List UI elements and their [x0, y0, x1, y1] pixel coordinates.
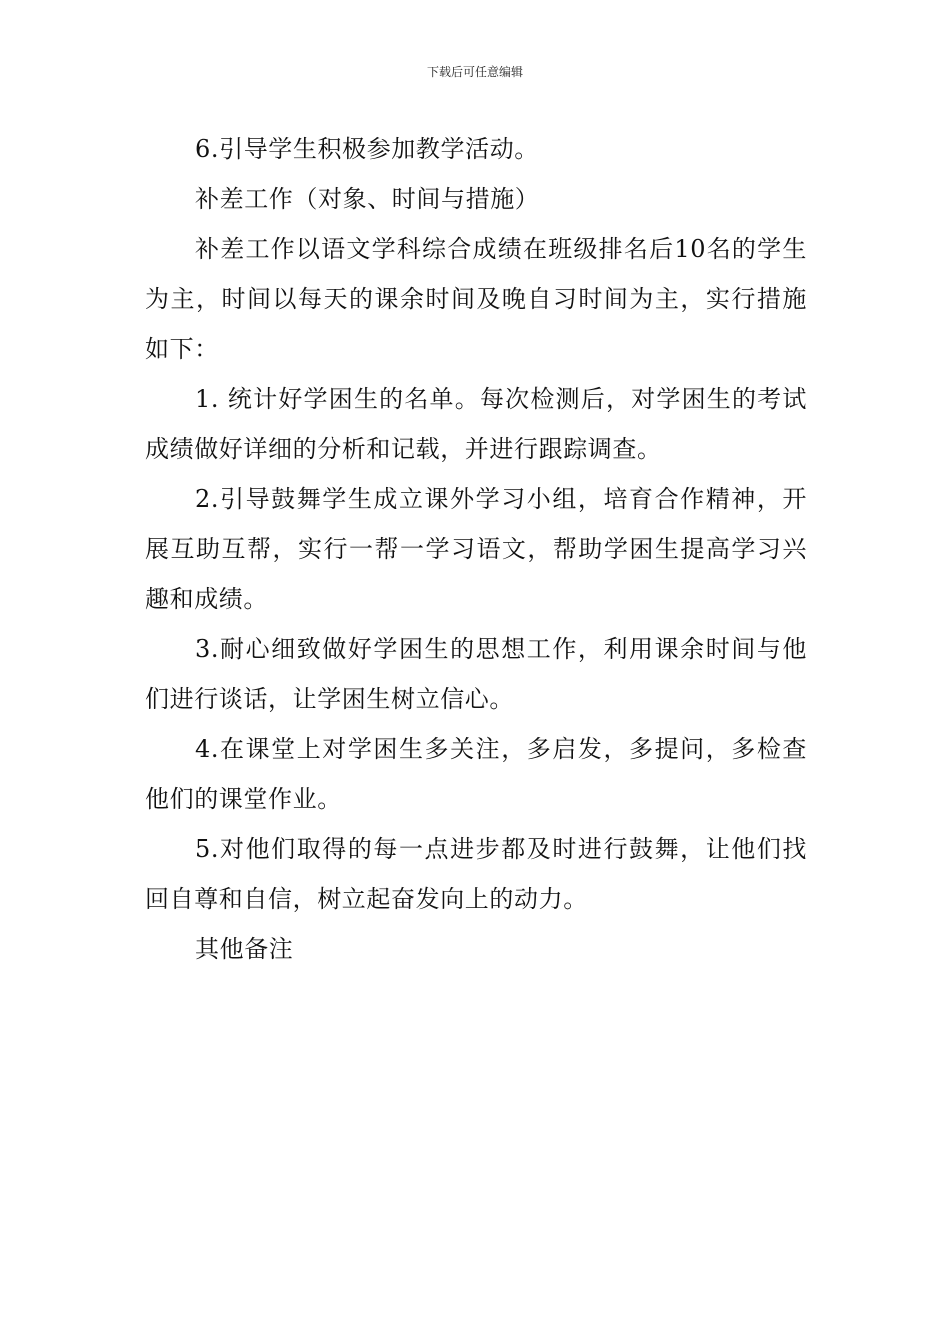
document-body: [145, 124, 807, 974]
paragraph-remedial-intro: 补差工作以语文学科综合成绩在班级排名后10名的学生为主，时间以每天的课余时间及晚自习时间为主，实行措施如下：: [145, 235, 807, 363]
section-heading-remedial-work: 补差工作（对象、时间与措施）: [195, 185, 540, 213]
page-header-note: 下载后可任意编辑: [426, 65, 523, 79]
paragraph-measure-2: 2.引导鼓舞学生成立课外学习小组，培育合作精神，开展互助互帮，实行一帮一学习语文，帮助学困生提高学习兴趣和成绩。: [145, 485, 807, 613]
paragraph-measure-3: 3.耐心细致做好学困生的思想工作，利用课余时间与他们进行谈话，让学困生树立信心。: [145, 635, 807, 713]
paragraph-1: 6.引导学生积极参加教学活动。: [195, 135, 539, 163]
paragraph-measure-4: 4.在课堂上对学困生多关注，多启发，多提问，多检查他们的课堂作业。: [145, 735, 807, 813]
paragraph-measure-5: 5.对他们取得的每一点进步都及时进行鼓舞，让他们找回自尊和自信，树立起奋发向上的动力。: [145, 835, 807, 913]
section-heading-other-notes: 其他备注: [195, 935, 294, 963]
paragraph-measure-1: 1. 统计好学困生的名单。每次检测后，对学困生的考试成绩做好详细的分析和记载，并进行跟踪调查。: [145, 385, 807, 463]
